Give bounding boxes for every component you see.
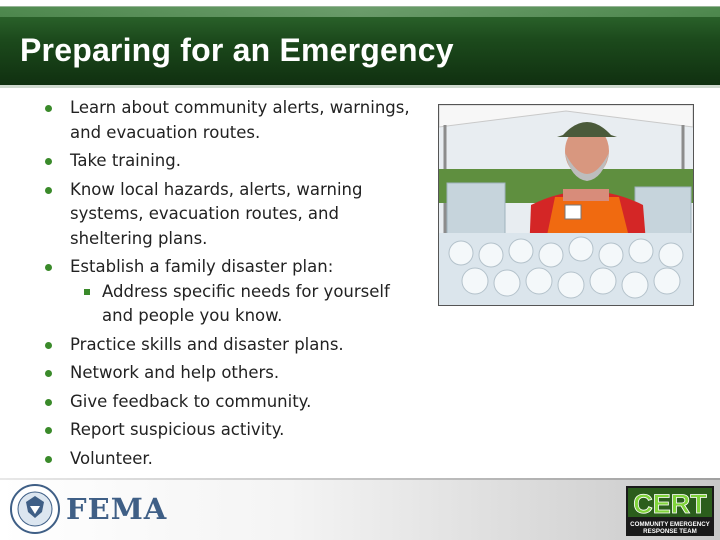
list-item	[42, 149, 422, 174]
bullet-dot-icon	[45, 105, 52, 112]
sub-bullet-text: Address specific needs for yourself and people you know.	[102, 281, 390, 325]
volunteer-photo-illustration	[439, 105, 693, 305]
bullet-dot-icon	[45, 370, 52, 377]
bullet-text: Volunteer.	[70, 448, 153, 468]
cert-logo	[626, 486, 714, 536]
volunteer-neck	[563, 189, 609, 201]
bullet-dot-icon	[45, 264, 52, 271]
bullet-dot-icon	[45, 342, 52, 349]
page-title: Preparing for an Emergency	[20, 32, 454, 68]
bullet-dot-icon	[45, 427, 52, 434]
cert-tagline-1: COMMUNITY EMERGENCY	[630, 521, 710, 528]
bullet-text: Establish a family disaster plan:	[70, 257, 334, 276]
bullet-text: Know local hazards, alerts, warning systems, evacuation routes, and sheltering plans.	[70, 179, 363, 248]
list-item	[42, 255, 422, 329]
cert-tagline-2: RESPONSE TEAM	[643, 528, 697, 535]
title-bar-shine	[0, 7, 720, 17]
bullet-text: Practice skills and disaster plans.	[70, 334, 344, 354]
bullet-text: Network and help others.	[70, 363, 280, 382]
bullet-text: Learn about community alerts, warnings, and evacuation routes.	[70, 98, 410, 142]
list-item	[42, 418, 422, 443]
dhs-seal-icon	[10, 484, 60, 534]
badge-icon	[565, 205, 581, 219]
bullet-dot-icon	[45, 456, 52, 463]
bullet-dot-icon	[45, 187, 52, 194]
list-item	[42, 96, 422, 145]
sub-list-item	[70, 280, 422, 329]
bullet-text: Take training.	[70, 151, 181, 170]
bullet-dot-icon	[45, 399, 52, 406]
bullet-text: Give feedback to community.	[70, 391, 312, 411]
list-item	[42, 447, 422, 472]
cert-logo-text: CERT	[633, 489, 707, 519]
list-item	[42, 361, 422, 386]
list-item	[42, 390, 422, 415]
bullet-square-icon	[84, 289, 90, 295]
title-bar-divider	[0, 85, 720, 88]
bullet-dot-icon	[45, 158, 52, 165]
bullet-list	[42, 96, 422, 475]
bullet-text: Report suspicious activity.	[70, 420, 285, 439]
title-bar	[0, 0, 720, 85]
list-item	[42, 178, 422, 252]
fema-logo: FEMA	[66, 492, 168, 526]
volunteer-photo	[438, 104, 694, 306]
list-item	[42, 333, 422, 358]
sub-bullet-list	[70, 280, 422, 329]
